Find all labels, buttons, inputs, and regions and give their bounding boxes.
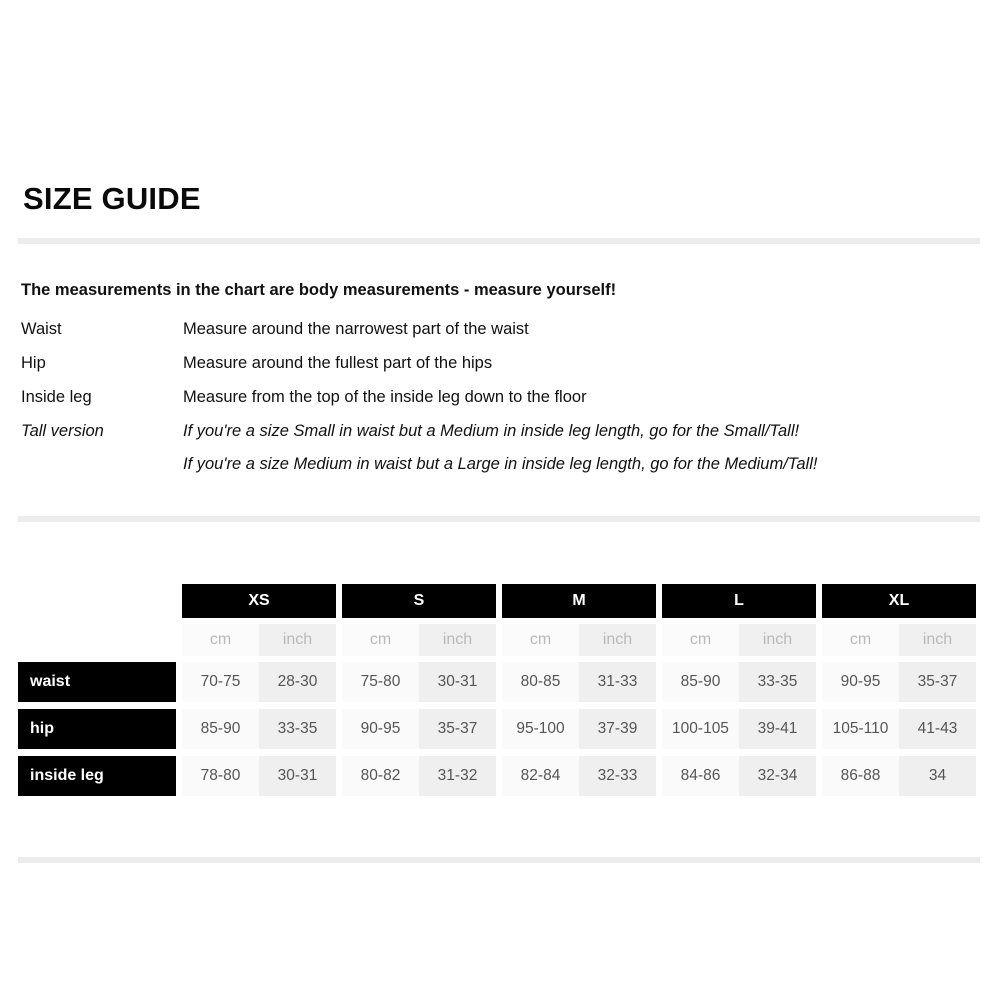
- size-header-xs: XS: [182, 584, 336, 618]
- table-cell: 28-30: [259, 662, 336, 702]
- definition-tall-version: [21, 422, 921, 446]
- table-cell: 85-90: [182, 709, 259, 749]
- size-header-l: L: [662, 584, 816, 618]
- table-cell: 75-80: [342, 662, 419, 702]
- unit-cm-label: cm: [502, 624, 579, 656]
- table-cell: 90-95: [822, 662, 899, 702]
- row-label-inside-leg: inside leg: [18, 756, 176, 796]
- definition-term: Inside leg: [21, 388, 92, 406]
- table-cell: 78-80: [182, 756, 259, 796]
- row-label-waist: waist: [18, 662, 176, 702]
- table-cell: 35-37: [419, 709, 496, 749]
- definition-term: Tall version: [21, 422, 104, 440]
- table-cell: 33-35: [259, 709, 336, 749]
- definition-hip: [21, 354, 921, 378]
- size-header-xl: XL: [822, 584, 976, 618]
- table-cell: 85-90: [662, 662, 739, 702]
- definition-text: If you're a size Medium in waist but a Large in inside leg length, go for the Medium/Tall!: [183, 455, 818, 473]
- size-header-s: S: [342, 584, 496, 618]
- table-cell: 32-34: [739, 756, 816, 796]
- table-cell: 41-43: [899, 709, 976, 749]
- divider-middle: [18, 516, 980, 522]
- definition-tall-version-medium: [21, 455, 921, 479]
- page-title: SIZE GUIDE: [23, 181, 201, 216]
- unit-cm-label: cm: [662, 624, 739, 656]
- table-cell: 80-82: [342, 756, 419, 796]
- unit-cm-label: cm: [822, 624, 899, 656]
- table-cell: 70-75: [182, 662, 259, 702]
- table-cell: 30-31: [259, 756, 336, 796]
- definition-term: Waist: [21, 320, 62, 338]
- unit-inch-label: inch: [739, 624, 816, 656]
- unit-cm-label: cm: [342, 624, 419, 656]
- table-cell: 80-85: [502, 662, 579, 702]
- intro-text: The measurements in the chart are body measurements - measure yourself!: [21, 281, 617, 299]
- table-cell: 39-41: [739, 709, 816, 749]
- unit-inch-label: inch: [419, 624, 496, 656]
- definition-text: Measure around the narrowest part of the waist: [183, 320, 529, 338]
- table-cell: 32-33: [579, 756, 656, 796]
- table-cell: 35-37: [899, 662, 976, 702]
- unit-inch-label: inch: [899, 624, 976, 656]
- definition-term: Hip: [21, 354, 46, 372]
- row-label-hip: hip: [18, 709, 176, 749]
- table-cell: 95-100: [502, 709, 579, 749]
- table-cell: 37-39: [579, 709, 656, 749]
- table-cell: 82-84: [502, 756, 579, 796]
- table-cell: 105-110: [822, 709, 899, 749]
- table-cell: 34: [899, 756, 976, 796]
- table-cell: 33-35: [739, 662, 816, 702]
- size-header-m: M: [502, 584, 656, 618]
- divider-bottom: [18, 857, 980, 863]
- table-cell: 84-86: [662, 756, 739, 796]
- unit-inch-label: inch: [259, 624, 336, 656]
- table-cell: 100-105: [662, 709, 739, 749]
- definition-text: Measure from the top of the inside leg down to the floor: [183, 388, 587, 406]
- table-cell: 31-33: [579, 662, 656, 702]
- unit-cm-label: cm: [182, 624, 259, 656]
- definition-waist: [21, 320, 921, 344]
- definition-text: If you're a size Small in waist but a Medium in inside leg length, go for the Small/Tall!: [183, 422, 800, 440]
- unit-inch-label: inch: [579, 624, 656, 656]
- divider-top: [18, 238, 980, 244]
- table-cell: 90-95: [342, 709, 419, 749]
- definition-text: Measure around the fullest part of the hips: [183, 354, 493, 372]
- table-cell: 31-32: [419, 756, 496, 796]
- definition-inside-leg: [21, 388, 921, 412]
- table-cell: 30-31: [419, 662, 496, 702]
- table-cell: 86-88: [822, 756, 899, 796]
